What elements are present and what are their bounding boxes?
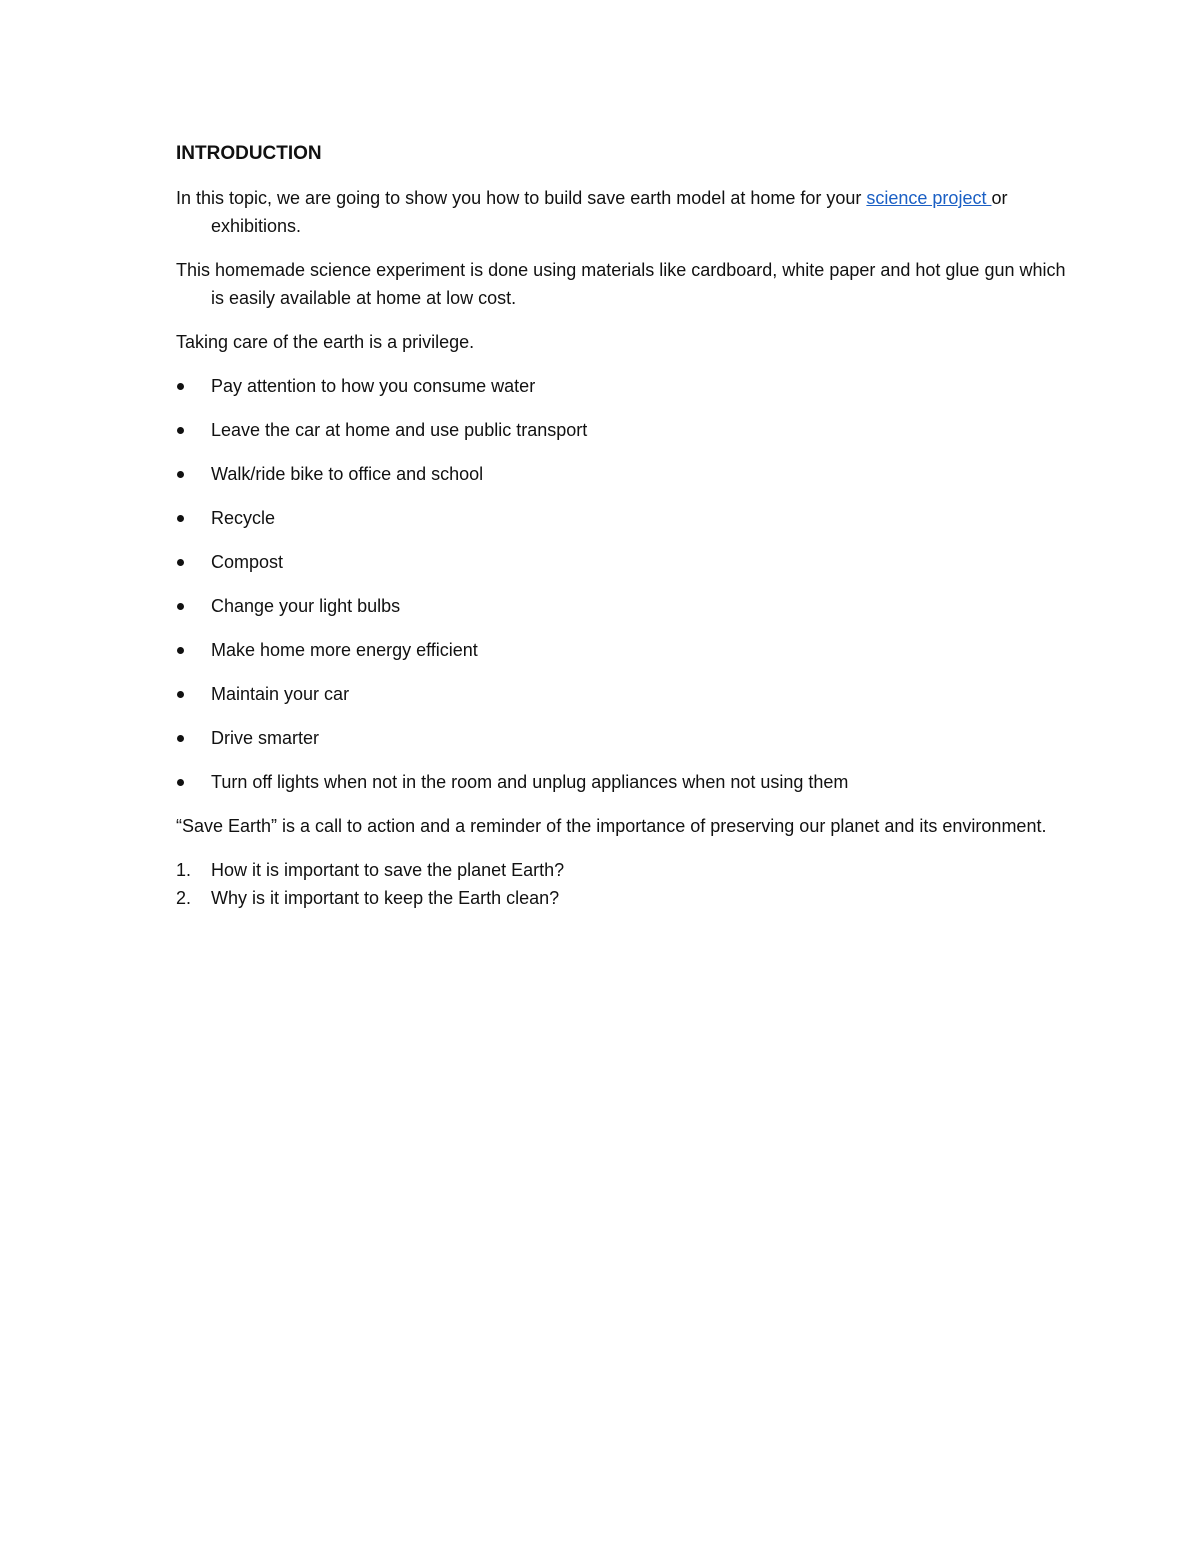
bullet-icon bbox=[177, 603, 184, 610]
bullet-icon bbox=[177, 383, 184, 390]
list-item-text: Recycle bbox=[211, 508, 276, 528]
bullet-icon bbox=[177, 691, 184, 698]
materials-paragraph: This homemade science experiment is done using materials like cardboard, white paper and hot glue gun which is easily available at home at low cost. bbox=[176, 260, 1066, 308]
list-item-text: Change your light bulbs bbox=[211, 596, 401, 616]
bullet-icon bbox=[177, 779, 184, 786]
list-item bbox=[176, 460, 1076, 488]
bullet-icon bbox=[177, 515, 184, 522]
list-item bbox=[176, 504, 1076, 532]
numbered-item bbox=[176, 884, 1076, 912]
bullet-icon bbox=[177, 735, 184, 742]
list-item-text: Leave the car at home and use public transport bbox=[211, 420, 588, 440]
list-item-text: Walk/ride bike to office and school bbox=[211, 464, 484, 484]
intro-text-end: or exhibitions. bbox=[211, 188, 1008, 236]
privilege-paragraph: Taking care of the earth is a privilege. bbox=[176, 332, 475, 352]
document-page bbox=[176, 140, 1076, 912]
tips-list bbox=[176, 372, 1076, 796]
numbered-item-text: Why is it important to keep the Earth clean? bbox=[211, 888, 560, 908]
list-item-text: Compost bbox=[211, 552, 284, 572]
questions-list bbox=[176, 856, 1076, 912]
list-item-text: Turn off lights when not in the room and unplug appliances when not using them bbox=[211, 772, 849, 792]
intro-paragraph bbox=[176, 184, 1076, 240]
bullet-icon bbox=[177, 427, 184, 434]
list-item bbox=[176, 680, 1076, 708]
list-item bbox=[176, 372, 1076, 400]
science-project-link[interactable]: science project bbox=[866, 188, 992, 208]
list-item bbox=[176, 724, 1076, 752]
list-item bbox=[176, 636, 1076, 664]
save-earth-paragraph: “Save Earth” is a call to action and a reminder of the importance of preserving our planet and its environment. bbox=[176, 816, 1047, 836]
list-item bbox=[176, 416, 1076, 444]
list-item bbox=[176, 548, 1076, 576]
list-item bbox=[176, 592, 1076, 620]
bullet-icon bbox=[177, 647, 184, 654]
numbered-item-text: How it is important to save the planet Earth? bbox=[211, 860, 565, 880]
bullet-icon bbox=[177, 559, 184, 566]
item-number: 1. bbox=[176, 860, 192, 880]
intro-text: In this topic, we are going to show you how to build save earth model at home for your bbox=[176, 188, 867, 208]
section-heading: INTRODUCTION bbox=[176, 143, 322, 164]
numbered-item bbox=[176, 856, 1076, 884]
list-item bbox=[176, 768, 1076, 796]
list-item-text: Maintain your car bbox=[211, 684, 350, 704]
list-item-text: Pay attention to how you consume water bbox=[211, 376, 536, 396]
list-item-text: Make home more energy efficient bbox=[211, 640, 478, 660]
item-number: 2. bbox=[176, 888, 192, 908]
bullet-icon bbox=[177, 471, 184, 478]
list-item-text: Drive smarter bbox=[211, 728, 320, 748]
